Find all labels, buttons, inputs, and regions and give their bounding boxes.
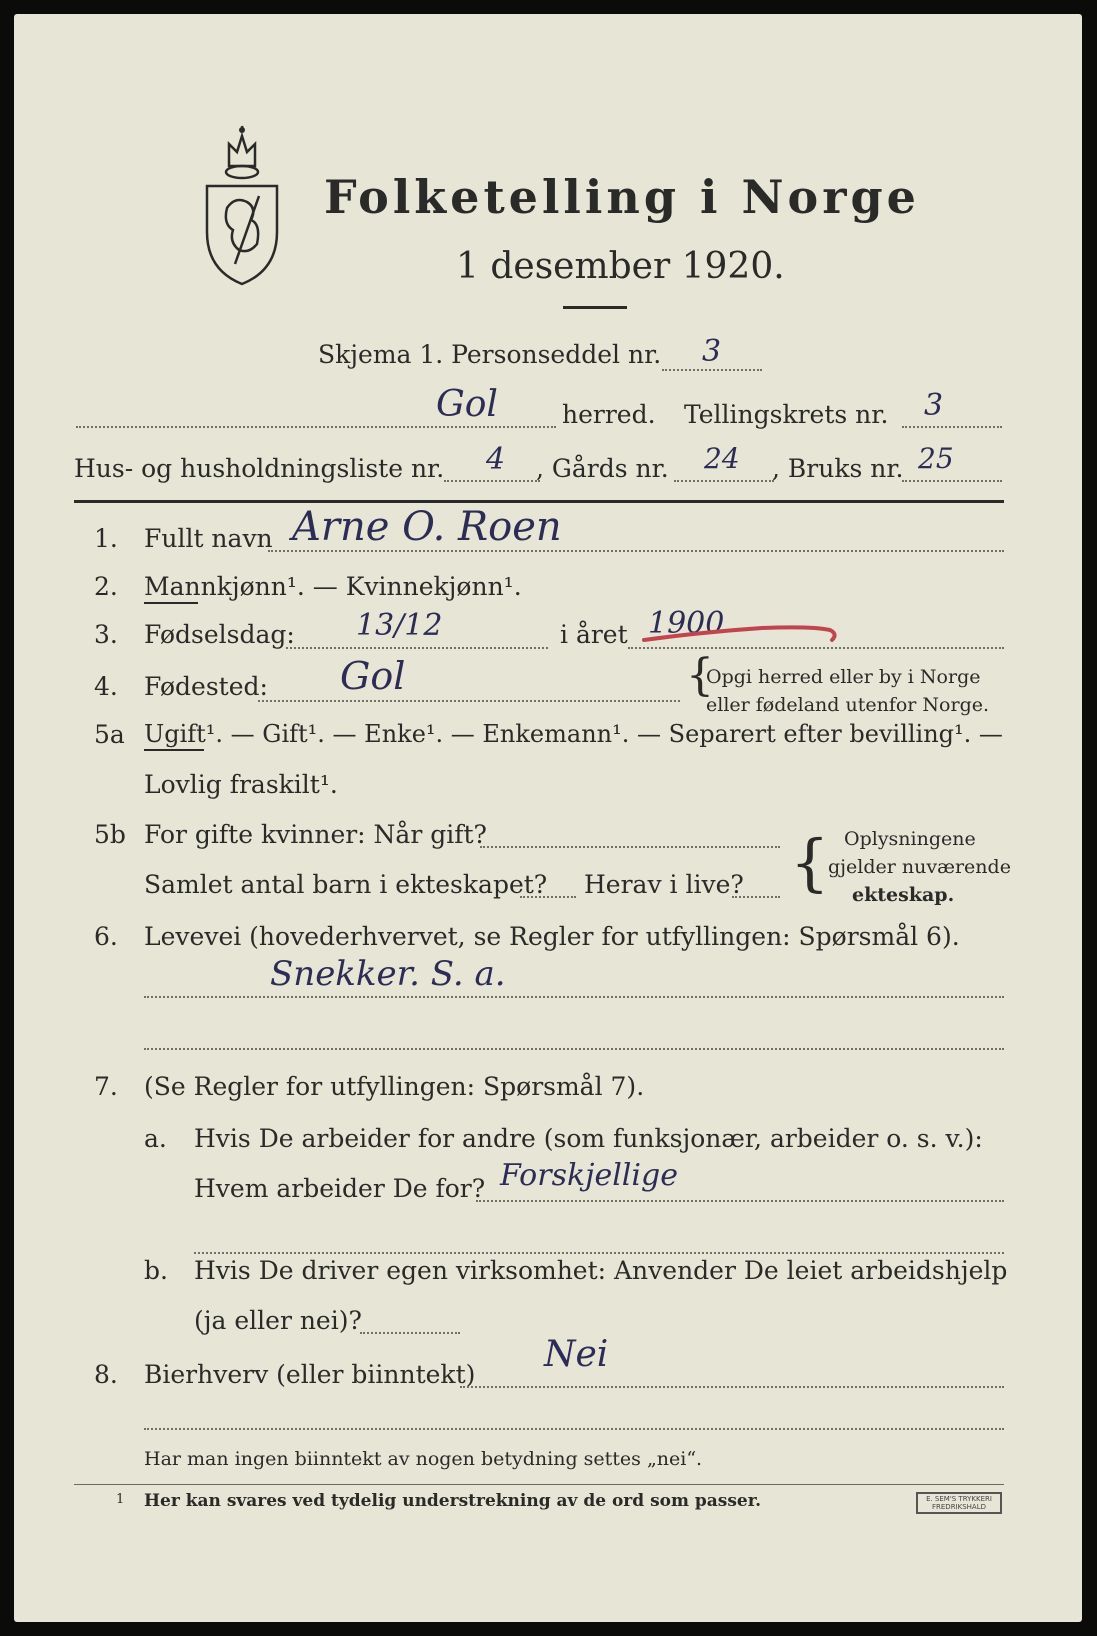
footnote-text: Her kan svares ved tydelig understrekning av de ord som passer. [144, 1491, 762, 1511]
q5b-note-brace: { [790, 826, 830, 899]
q2-label: Mannkjønn¹. — Kvinnekjønn¹. [144, 572, 522, 601]
header-separator [74, 500, 1004, 503]
q6-label: Levevei (hovederhvervet, se Regler for utfyllingen: Spørsmål 6). [144, 922, 960, 951]
husholdningsliste-field[interactable] [444, 480, 540, 482]
q4-note-line1: Opgi herred eller by i Norge [706, 666, 981, 688]
q5b-line2a: Samlet antal barn i ekteskapet? [144, 870, 548, 899]
q5b-note-line3: ekteskap. [852, 884, 955, 906]
q6-occupation-value: Snekker. S. a. [270, 954, 506, 994]
form-title: Folketelling i Norge [324, 170, 920, 224]
norway-coat-of-arms-icon [199, 124, 285, 288]
gards-field[interactable] [674, 480, 774, 482]
q5b-number: 5b [94, 820, 126, 849]
q5b-married-date-field[interactable] [480, 846, 780, 848]
tellingskrets-value: 3 [924, 388, 944, 423]
q5b-line1: For gifte kvinner: Når gift? [144, 820, 487, 849]
q7-label: (Se Regler for utfyllingen: Spørsmål 7). [144, 1072, 645, 1101]
q7b-line1: Hvis De driver egen virksomhet: Anvender De leiet arbeidshjelp [194, 1256, 1008, 1285]
red-pencil-mark-icon [642, 618, 842, 648]
q2-mannkjonn-underline [144, 602, 198, 604]
q6-occupation-field[interactable] [144, 996, 1004, 998]
q2-number: 2. [94, 572, 118, 601]
form-date: 1 desember 1920. [456, 246, 785, 287]
q8-label: Bierhverv (eller biinntekt) [144, 1360, 476, 1389]
q7a-employer-field-2[interactable] [194, 1252, 1004, 1254]
q3-year-label: i året [560, 620, 628, 649]
tellingskrets-label: Tellingskrets nr. [684, 400, 889, 429]
q8-answer-field-2[interactable] [144, 1428, 1004, 1430]
herred-value: Gol [436, 384, 498, 425]
q5a-line2: Lovlig fraskilt¹. [144, 770, 338, 799]
q5a-number: 5a [94, 720, 125, 749]
q5b-note-line1: Oplysningene [844, 828, 976, 850]
q3-day-field[interactable] [286, 647, 548, 649]
footnote-mark: 1 [116, 1492, 125, 1507]
q8-answer-value: Nei [544, 1334, 609, 1375]
q1-name-field[interactable] [268, 550, 1004, 552]
q5b-alive-field[interactable] [732, 896, 780, 898]
tellingskrets-field[interactable] [902, 426, 1002, 428]
q7a-letter: a. [144, 1124, 167, 1153]
q7b-answer-field[interactable] [360, 1332, 460, 1334]
q4-note-brace: { [686, 650, 714, 701]
husholdningsliste-label: Hus- og husholdningsliste nr. [74, 454, 445, 483]
q1-number: 1. [94, 524, 118, 553]
q5b-children-field[interactable] [520, 896, 576, 898]
q3-number: 3. [94, 620, 118, 649]
q4-label: Fødested: [144, 672, 268, 701]
q7a-line1: Hvis De arbeider for andre (som funksjonær, arbeider o. s. v.): [194, 1124, 983, 1153]
footnote-separator [74, 1484, 1004, 1485]
q1-label: Fullt navn [144, 524, 273, 553]
q4-note-line2: eller fødeland utenfor Norge. [706, 694, 990, 716]
q1-name-value: Arne O. Roen [292, 504, 562, 550]
q4-number: 4. [94, 672, 118, 701]
gards-label: , Gårds nr. [536, 454, 669, 483]
q4-birthplace-field[interactable] [258, 700, 680, 702]
herred-field[interactable] [76, 426, 556, 428]
schema-label: Skjema 1. Personseddel nr. [318, 340, 662, 369]
q5b-note-line2: gjelder nuværende [828, 856, 1011, 878]
bruks-label: , Bruks nr. [772, 454, 904, 483]
q5a-ugift-underline [144, 749, 204, 751]
q7a-line2: Hvem arbeider De for? [194, 1174, 486, 1203]
gards-value: 24 [704, 442, 740, 475]
q7-number: 7. [94, 1072, 118, 1101]
q3-label: Fødselsdag: [144, 620, 295, 649]
biinntekt-note: Har man ingen biinntekt av nogen betydning settes „nei“. [144, 1448, 703, 1470]
q7a-employer-field[interactable] [476, 1200, 1004, 1202]
husholdningsliste-value: 4 [486, 442, 506, 477]
q7b-letter: b. [144, 1256, 168, 1285]
q6-occupation-field-2[interactable] [144, 1048, 1004, 1050]
q5a-line1: Ugift¹. — Gift¹. — Enke¹. — Enkemann¹. — Separert efter bevilling¹. — [144, 720, 1003, 748]
printer-stamp: E. SEM'S TRYKKERI FREDRIKSHALD [916, 1492, 1002, 1514]
personseddel-nr-field[interactable] [662, 369, 762, 371]
herred-label: herred. [562, 400, 656, 429]
q3-year-value: 1900 [648, 606, 725, 641]
personseddel-nr-value: 3 [702, 334, 722, 369]
q4-birthplace-value: Gol [340, 654, 406, 698]
census-form-sheet [14, 14, 1082, 1622]
q5b-line2b: Herav i live? [584, 870, 744, 899]
title-divider [563, 306, 627, 309]
q8-answer-field[interactable] [460, 1386, 1004, 1388]
q6-number: 6. [94, 922, 118, 951]
q7b-line2: (ja eller nei)? [194, 1306, 362, 1335]
bruks-field[interactable] [902, 480, 1002, 482]
q3-day-value: 13/12 [356, 608, 443, 643]
bruks-value: 25 [918, 442, 954, 475]
q8-number: 8. [94, 1360, 118, 1389]
q7a-employer-value: Forskjellige [500, 1158, 678, 1193]
